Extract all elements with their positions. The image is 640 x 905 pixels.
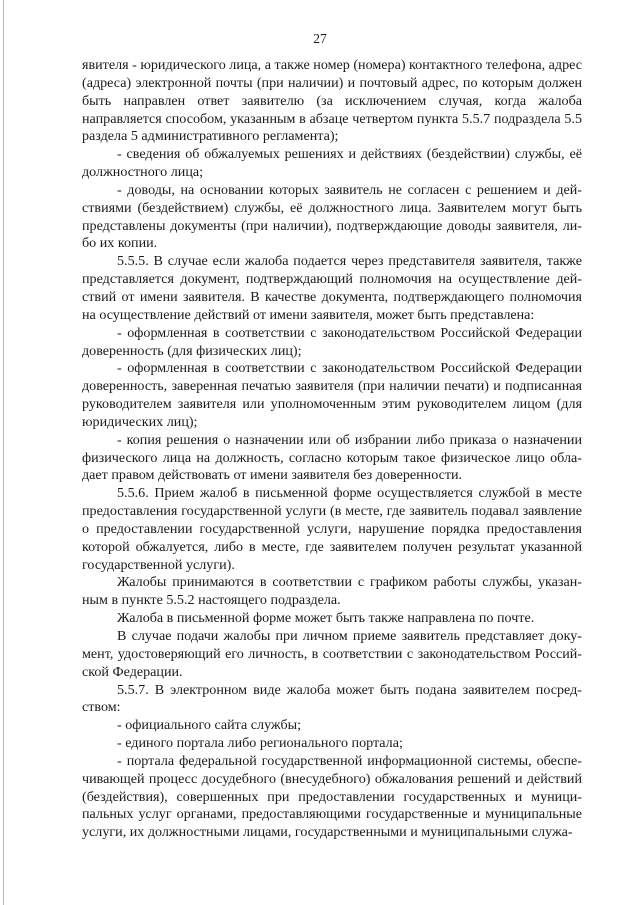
paragraph-5-5-5: 5.5.5. В случае если жалоба подается через представителя заявителя, также представляется документ, подтверждающий полномочия на осуществление действий от имени заявителя. В качестве документа, подтверждающего полномочия на осуществление действий от имени заявителя, может быть представлена: xyxy=(82,253,582,323)
paragraph-arguments: - доводы, на основании которых заявитель не согласен с решением и действиями (бездействием) службы, её должностного лица. Заявителем могут быть представлены документы (при наличии), подтверждающие доводы заявителя, либо их копии. xyxy=(82,181,582,252)
paragraph-appointment-decision-copy: - копия решения о назначении или об избрании либо приказа о назначении физического лица на должность, согласно которым такое физическое лицо обладает правом действовать от имени заявителя без доверенности. xyxy=(82,431,582,484)
paragraph-power-of-attorney-legal-entities: - оформленная в соответствии с законодательством Российской Федерации доверенность, заверенная печатью заявителя (при наличии печати) и подписанная руководителем заявителя или уполномоченным этим руководителем лицом (для юридических лиц); xyxy=(82,360,582,430)
paragraph-applicant-contacts: явителя - юридического лица, а также номер (номера) контактного телефона, адрес (адреса) электронной почты (при наличии) и почтовый адрес, по которым должен быть направлен ответ заявителю (за исключением случая, когда жалоба направляется способом, указанным в абзаце четвертом пункта 5.5.7 подраздела 5.5 раздела 5 административного регламента); xyxy=(82,57,582,145)
paragraph-5-5-7: 5.5.7. В электронном виде жалоба может быть подана заявителем посредством: xyxy=(82,681,582,716)
paragraph-unified-portal: - единого портала либо регионального портала; xyxy=(117,735,403,752)
paragraph-official-site: - официального сайта службы; xyxy=(117,717,302,734)
paragraph-personal-reception: В случае подачи жалобы при личном приеме заявитель представляет документ, удостоверяющий его личность, в соответствии с законодательством Российской Федерации. xyxy=(82,628,582,680)
page-number: 27 xyxy=(313,31,327,46)
paragraph-5-5-6: 5.5.6. Прием жалоб в письменной форме осуществляется службой в месте предоставления государственной услуги (в месте, где заявитель подавал заявление о предоставлении государственной услуги, нарушение порядка предоставления которой обжалуется, либо в месте, где заявителем получен результат указанной государственной услуги). xyxy=(82,485,582,573)
paragraph-appealed-decisions: - сведения об обжалуемых решениях и действиях (бездействии) службы, её должностного лица; xyxy=(82,146,582,181)
paragraph-schedule: Жалобы принимаются в соответствии с графиком работы службы, указанным в пункте 5.5.2 настоящего подраздела. xyxy=(82,574,582,609)
document-body xyxy=(82,57,582,842)
paragraph-federal-portal: - портала федеральной государственной информационной системы, обеспечивающей процесс досудебного (внесудебного) обжалования решений и действий (бездействия), совершенных при предоставлении государственных и муниципальных услуг органами, предоставляющими государственные и муниципальные услуги, их должностными лицами, государственными и муниципальными служа- xyxy=(82,752,582,841)
scan-edge-line xyxy=(3,0,4,905)
paragraph-power-of-attorney-individuals: - оформленная в соответствии с законодательством Российской Федерации доверенность (для физических лиц); xyxy=(82,324,582,359)
paragraph-by-mail: Жалоба в письменной форме может быть также направлена по почте. xyxy=(117,610,535,627)
